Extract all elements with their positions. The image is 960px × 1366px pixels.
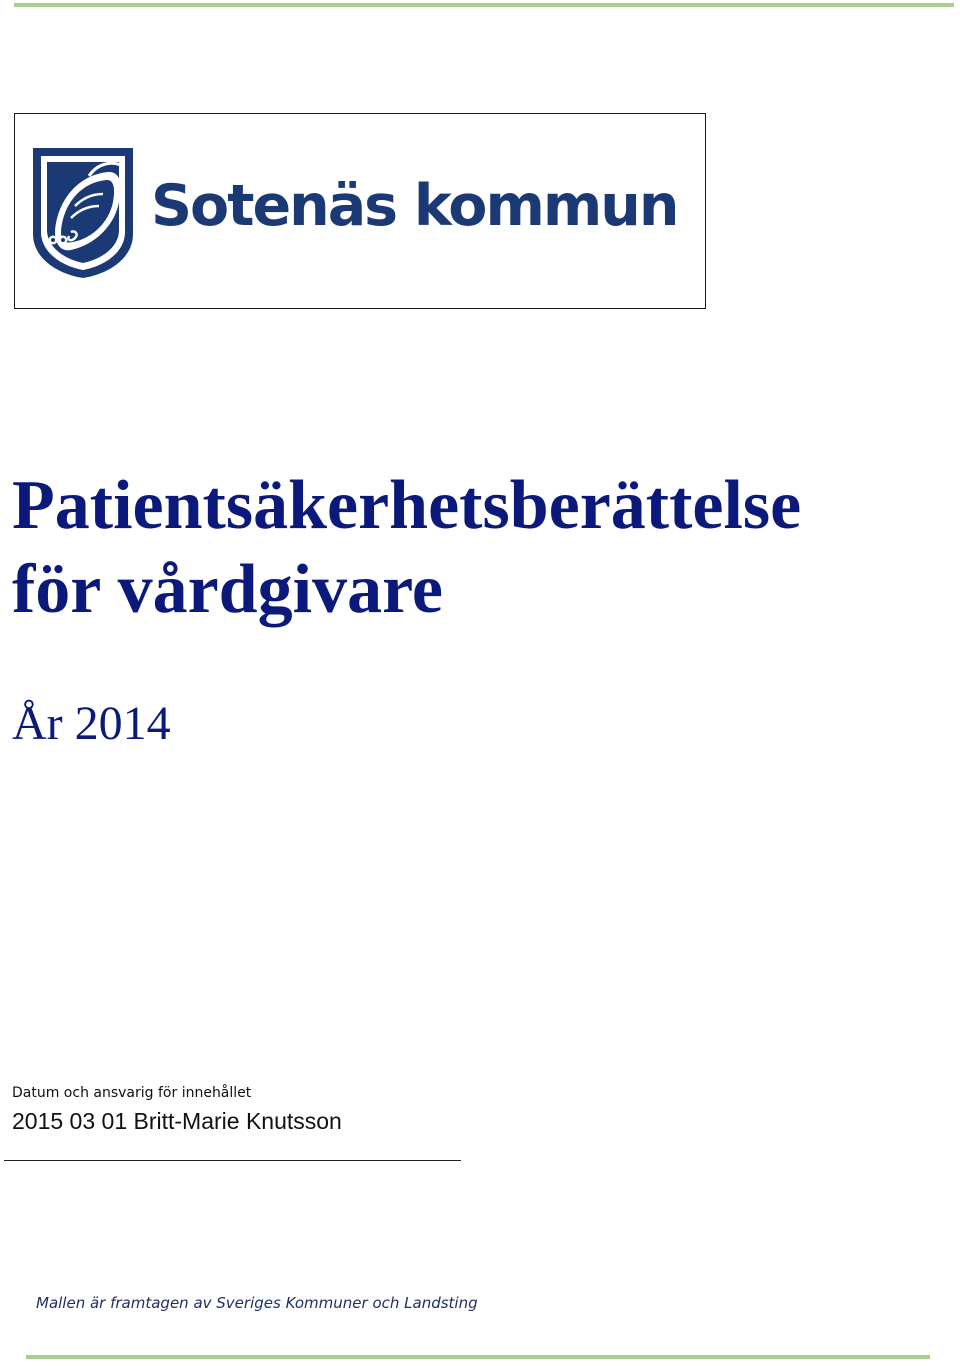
report-year: År 2014 — [12, 697, 171, 750]
title-line-1: Patientsäkerhetsberättelse — [12, 467, 802, 544]
coat-of-arms-fish-icon — [31, 146, 135, 280]
bottom-divider — [26, 1355, 930, 1359]
logo-box — [14, 113, 706, 309]
title-line-2: för vårdgivare — [12, 551, 443, 628]
brand-name: Sotenäs kommun — [151, 173, 678, 239]
top-divider — [14, 3, 954, 7]
responsible-value: 2015 03 01 Britt-Marie Knutsson — [12, 1108, 342, 1134]
signature-line — [4, 1160, 461, 1161]
template-credit: Mallen är framtagen av Sveriges Kommuner och Landsting — [36, 1294, 478, 1312]
page-title — [12, 464, 801, 632]
responsible-label: Datum och ansvarig för innehållet — [12, 1085, 252, 1101]
